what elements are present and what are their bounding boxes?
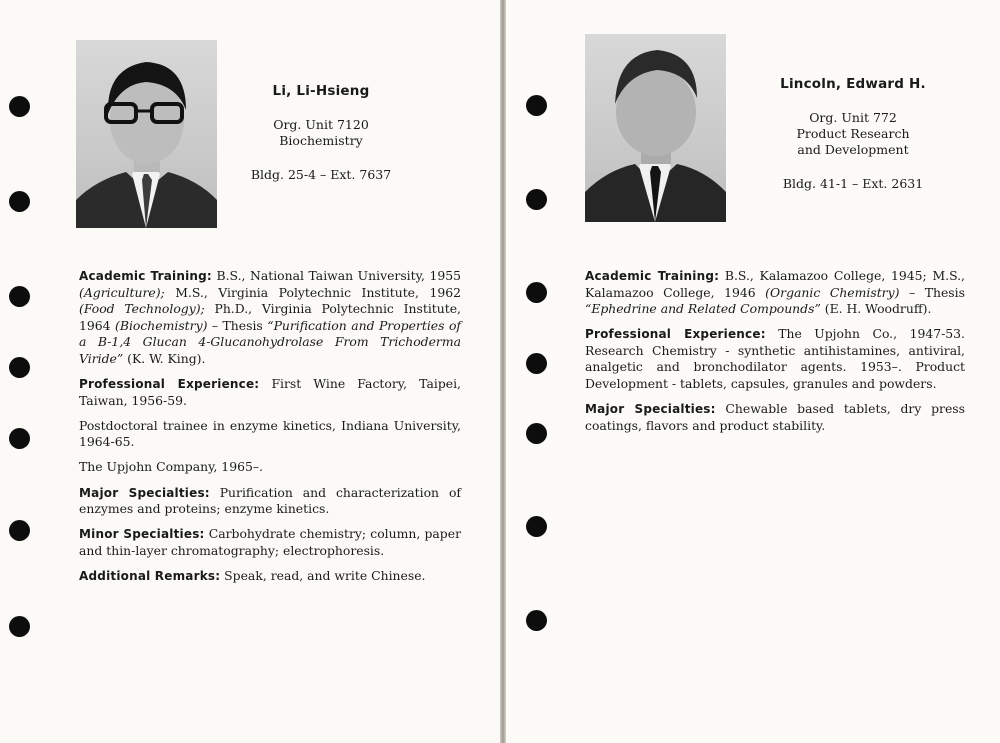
building-extension: Bldg. 25-4 – Ext. 7637: [250, 167, 392, 182]
minor-specialties: [79, 526, 461, 559]
academic-field: (Organic Chemistry): [765, 284, 900, 300]
minor-specialties-label: Minor Specialties:: [79, 527, 205, 542]
binder-hole: [9, 96, 30, 117]
binder-hole: [526, 516, 547, 537]
academic-text: M.S., Virginia Polytechnic Institute, 1962: [164, 284, 461, 300]
thesis-title: “Purification and Properties of a B-1,4 Glucan 4-Glucanohydrolase From Trichoderma Viride”: [79, 317, 461, 366]
professional-experience-text: The Upjohn Co., 1947-53. Research Chemistry - synthetic antihistamines, antiviral, analgetic and bronchodilator agents. 1953–. Product Development - tablets, capsules, granules and powders.: [585, 326, 965, 392]
binder-hole: [526, 423, 547, 444]
department-line-2: and Development: [797, 142, 909, 157]
thesis-title: “Ephedrine and Related Compounds”: [585, 301, 821, 317]
portrait-silhouette-icon: [76, 40, 217, 228]
academic-text: – Thesis: [207, 317, 268, 333]
professional-experience-label: Professional Experience:: [585, 327, 766, 342]
binder-hole: [9, 286, 30, 307]
academic-training: [585, 268, 965, 318]
portrait-photo: [585, 34, 726, 222]
academic-training-label: Academic Training:: [585, 269, 720, 283]
additional-remarks-label: Additional Remarks:: [79, 568, 221, 583]
binder-hole: [9, 616, 30, 637]
academic-field: (Agriculture);: [79, 284, 165, 300]
professional-experience: [585, 326, 965, 392]
department-line-1: Product Research: [796, 126, 910, 141]
left-entry-body: [79, 268, 461, 593]
thesis-advisor: (E. H. Woodruff).: [820, 301, 932, 317]
binder-hole: [526, 189, 547, 210]
right-page: [506, 0, 1000, 743]
department: Biochemistry: [279, 133, 363, 148]
additional-remarks-text: Speak, read, and write Chinese.: [220, 567, 426, 583]
academic-text: Ph.D., Virginia Polytechnic Institute, 1964: [79, 301, 461, 333]
postdoc: Postdoctoral trainee in enzyme kinetics, Indiana University, 1964-65.: [79, 417, 461, 450]
binder-hole: [9, 428, 30, 449]
binder-hole: [526, 95, 547, 116]
major-specialties: [79, 485, 461, 518]
binder-hole: [9, 191, 30, 212]
binder-hole: [526, 610, 547, 631]
binder-hole: [526, 353, 547, 374]
academic-training: [79, 268, 461, 368]
academic-training-label: Academic Training:: [79, 269, 212, 283]
portrait-photo: [76, 40, 217, 228]
additional-remarks: [79, 568, 461, 585]
binder-hole: [9, 520, 30, 541]
thesis-advisor: (K. W. King).: [123, 350, 206, 366]
academic-text: – Thesis: [899, 284, 965, 300]
professional-experience: [79, 376, 461, 409]
right-entry-body: [585, 268, 965, 443]
major-specialties-text: Chewable based tablets, dry press coatings, flavors and product stability.: [585, 401, 965, 433]
right-entry-header: [762, 76, 944, 191]
major-specialties-text: Purification and characterization of enzymes and proteins; enzyme kinetics.: [79, 484, 461, 517]
person-name: Lincoln, Edward H.: [780, 76, 926, 92]
portrait-silhouette-icon: [585, 34, 726, 222]
org-unit: Org. Unit 772: [809, 110, 897, 125]
major-specialties-label: Major Specialties:: [585, 402, 716, 417]
minor-specialties-text: Carbohydrate chemistry; column, paper and thin-layer chromatography; electrophoresis.: [79, 526, 461, 558]
academic-field: (Biochemistry): [115, 317, 208, 333]
person-name: Li, Li-Hsieng: [272, 83, 370, 99]
academic-field: (Food Technology);: [79, 301, 205, 317]
org-unit: Org. Unit 7120: [273, 117, 369, 132]
upjohn-employment: The Upjohn Company, 1965–.: [79, 459, 263, 475]
academic-text: B.S., National Taiwan University, 1955: [211, 268, 461, 283]
binder-hole: [9, 357, 30, 378]
professional-experience-label: Professional Experience:: [79, 377, 260, 392]
left-entry-header: [250, 83, 392, 182]
binder-hole: [526, 282, 547, 303]
professional-experience-text: First Wine Factory, Taipei, Taiwan, 1956-59.: [79, 376, 461, 408]
building-extension: Bldg. 41-1 – Ext. 2631: [782, 176, 924, 191]
major-specialties: [585, 401, 965, 434]
major-specialties-label: Major Specialties:: [79, 485, 210, 500]
academic-text: B.S., Kalamazoo College, 1945; M.S., Kalamazoo College, 1946: [585, 268, 965, 300]
